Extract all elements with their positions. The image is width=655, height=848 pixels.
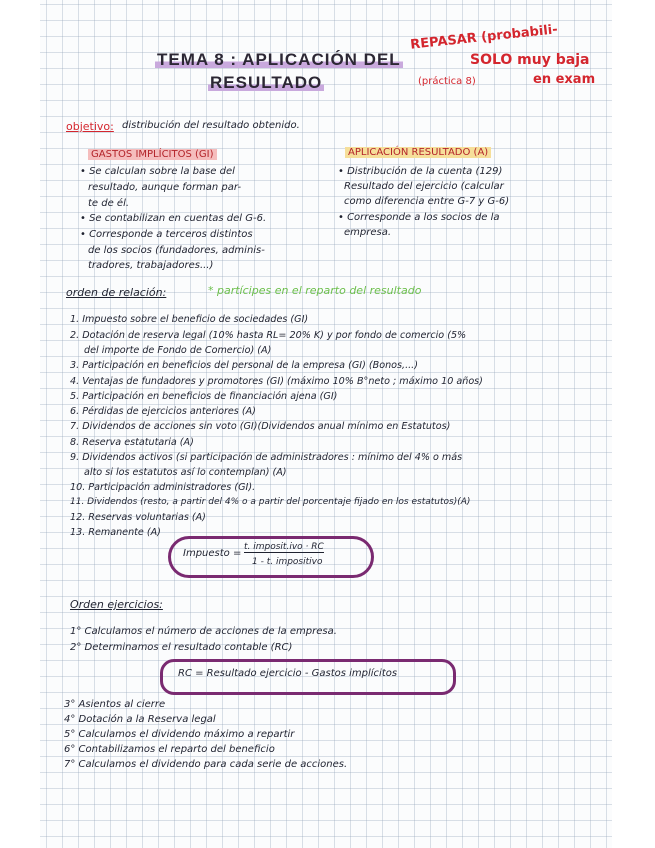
impuesto-numerator: t. imposit.ivo · RC <box>244 542 324 552</box>
objective-label: objetivo: <box>66 120 114 133</box>
ejercicio-step: 6° Contabilizamos el reparto del beneficio <box>64 744 275 755</box>
relacion-item: 11. Dividendos (resto, a partir del 4% o a partir del porcentaje fijado en los estatutos)(A) <box>70 497 471 507</box>
title-line-1: TEMA 8 : APLICACIÓN DEL <box>157 50 401 69</box>
relacion-item: 10. Participación administradores (GI). <box>70 482 256 493</box>
ejercicio-step: 3° Asientos al cierre <box>64 699 166 710</box>
impuesto-denominator: 1 - t. impositivo <box>252 557 323 567</box>
relacion-item: 1. Impuesto sobre el beneficio de sociedades (GI) <box>70 314 309 325</box>
relacion-item: 3. Participación en beneficios del personal de la empresa (GI) (Bonos,...) <box>70 360 418 371</box>
gastos-line: te de él. <box>88 198 130 209</box>
gastos-line: de los socios (fundadores, adminis- <box>88 245 265 256</box>
gastos-line: • Se calculan sobre la base del <box>80 166 235 177</box>
gastos-line: resultado, aunque forman par- <box>88 182 242 193</box>
relacion-item: 6. Pérdidas de ejercicios anteriores (A) <box>70 406 256 417</box>
gastos-title: GASTOS IMPLÍCITOS (GI) <box>88 149 217 160</box>
notebook-page <box>40 0 612 848</box>
aplicacion-line: Resultado del ejercicio (calcular <box>344 181 504 192</box>
rc-formula: RC = Resultado ejercicio - Gastos implícitos <box>178 668 398 679</box>
relacion-item: 8. Reserva estatutaria (A) <box>70 437 194 448</box>
side-note-line-1: REPASAR (probabili- <box>409 22 559 53</box>
ejercicio-step: 4° Dotación a la Reserva legal <box>64 714 216 725</box>
practica-note: (práctica 8) <box>418 76 476 87</box>
ejercicio-step: 5° Calculamos el dividendo máximo a repartir <box>64 729 295 740</box>
objective-text: distribución del resultado obtenido. <box>122 120 300 131</box>
relacion-item: 9. Dividendos activos (si participación de administradores : mínimo del 4% o más <box>70 452 463 463</box>
relacion-item: 13. Remanente (A) <box>70 527 161 538</box>
aplicacion-line: como diferencia entre G-7 y G-6) <box>344 196 510 207</box>
gastos-line: • Corresponde a terceros distintos <box>80 229 253 240</box>
ejercicio-step: 7° Calculamos el dividendo para cada serie de acciones. <box>64 759 348 770</box>
aplicacion-title: APLICACIÓN RESULTADO (A) <box>345 147 491 158</box>
relacion-item: 4. Ventajas de fundadores y promotores (GI) (máximo 10% B°neto ; máximo 10 años) <box>70 376 483 387</box>
orden-relacion-note: * partícipes en el reparto del resultado <box>208 284 422 297</box>
relacion-item: 7. Dividendos de acciones sin voto (GI)(Dividendos anual mínimo en Estatutos) <box>70 421 451 432</box>
side-note-line-3: en exam <box>533 72 596 87</box>
relacion-item: alto si los estatutos así lo contemplan) (A) <box>84 467 287 478</box>
aplicacion-line: empresa. <box>344 227 392 238</box>
side-note-line-2: SOLO muy baja <box>470 52 590 68</box>
relacion-item: 5. Participación en beneficios de financiación ajena (GI) <box>70 391 338 402</box>
relacion-item: 2. Dotación de reserva legal (10% hasta RL= 20% K) y por fondo de comercio (5% <box>70 330 467 341</box>
relacion-item: del importe de Fondo de Comercio) (A) <box>84 345 272 356</box>
gastos-line: • Se contabilizan en cuentas del G-6. <box>80 213 267 224</box>
title-line-2: RESULTADO <box>210 73 323 92</box>
gastos-line: tradores, trabajadores...) <box>88 260 214 271</box>
orden-ejercicios-label: Orden ejercicios: <box>70 598 163 611</box>
aplicacion-line: • Distribución de la cuenta (129) <box>338 166 503 177</box>
orden-relacion-label: orden de relación: <box>66 286 167 299</box>
ejercicio-step: 1° Calculamos el número de acciones de la empresa. <box>70 626 337 637</box>
impuesto-label: Impuesto = <box>183 548 242 559</box>
aplicacion-line: • Corresponde a los socios de la <box>338 212 500 223</box>
relacion-item: 12. Reservas voluntarias (A) <box>70 512 206 523</box>
ejercicio-step: 2° Determinamos el resultado contable (RC) <box>70 642 293 653</box>
